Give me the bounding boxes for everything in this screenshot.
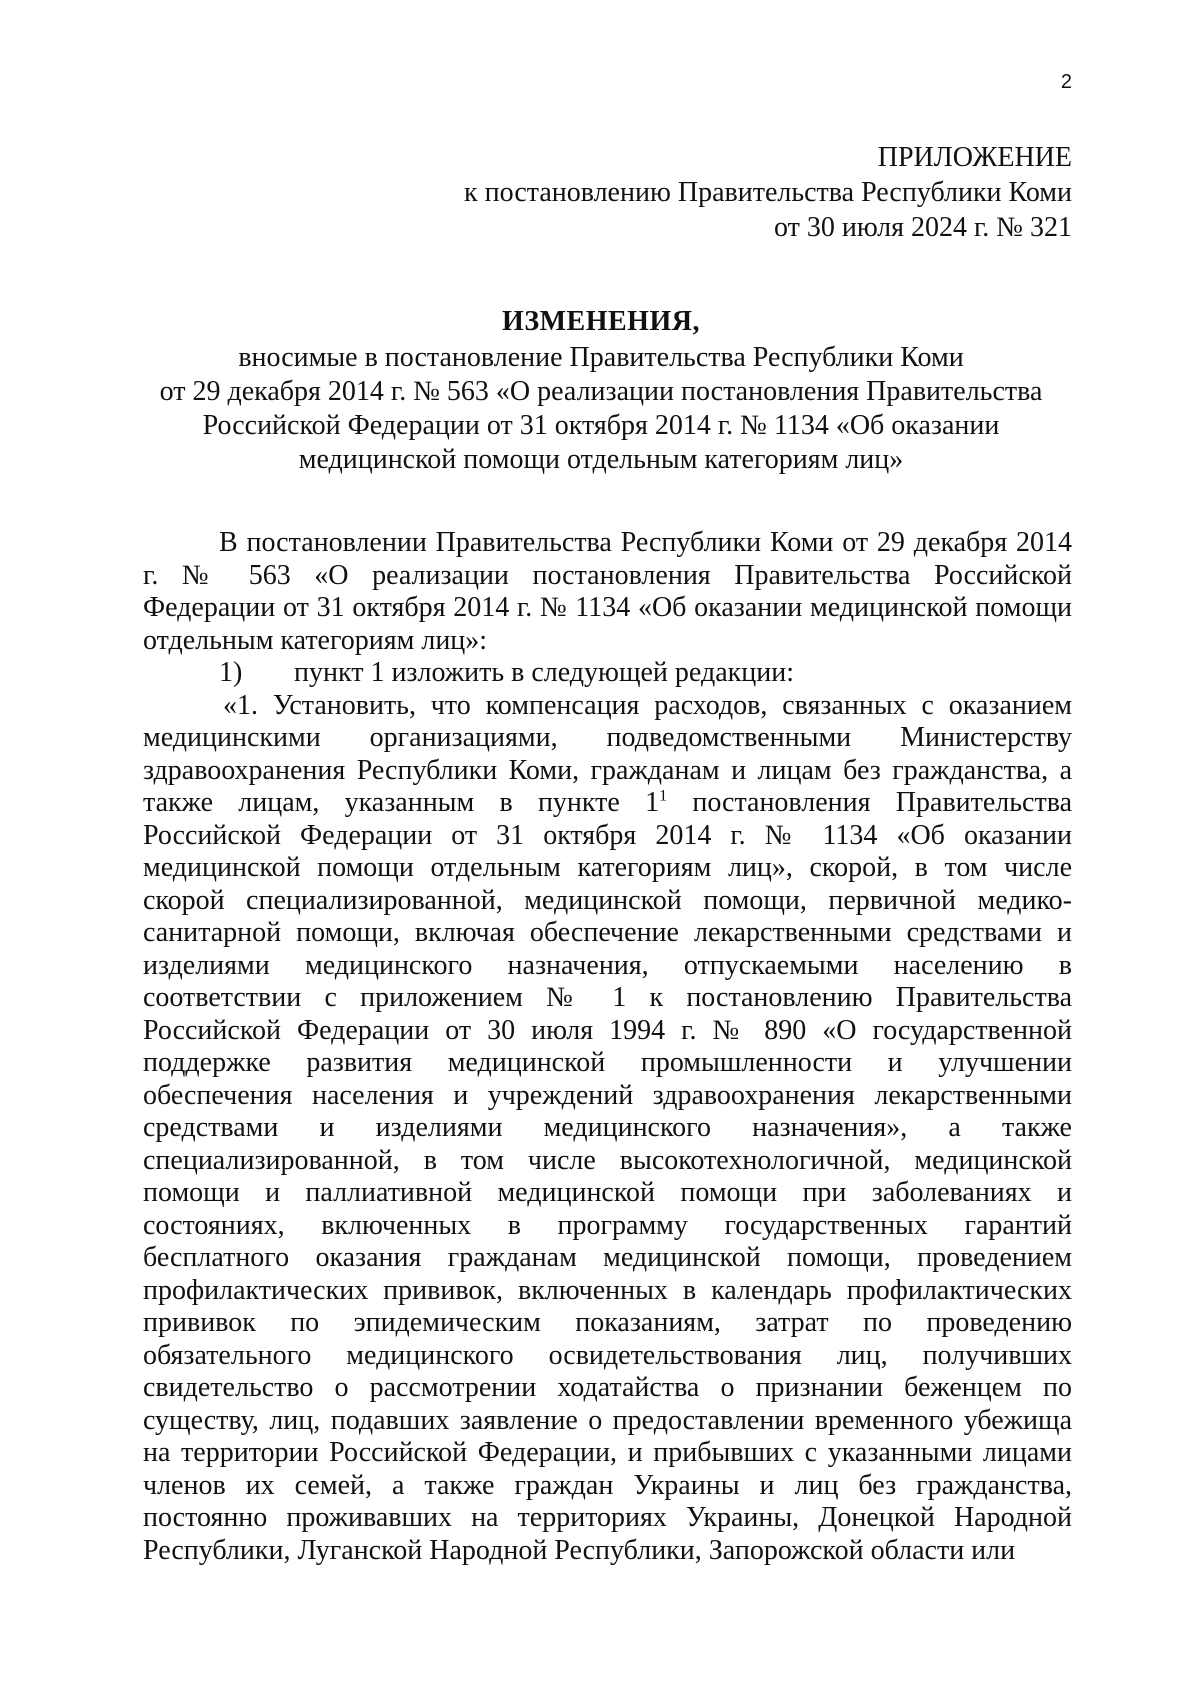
appendix-header [372, 140, 1072, 245]
item-text: пункт 1 изложить в следующей редакции: [294, 657, 794, 688]
title-heading: ИЗМЕНЕНИЯ, [502, 306, 700, 337]
title-line-3: Российской Федерации от 31 октября 2014 г. № 1134 «Об оказании [202, 410, 1000, 441]
list-item-1 [143, 657, 1072, 690]
page-number: 2 [1060, 71, 1072, 93]
quoted-paragraph [143, 690, 1072, 1568]
appendix-date: от 30 июля 2024 г. № 321 [774, 212, 1072, 243]
title-line-2: от 29 декабря 2014 г. № 563 «О реализации постановления Правительства [159, 376, 1043, 407]
title-line-1: вносимые в постановление Правительства Республики Коми [238, 342, 964, 373]
item-number: 1) [219, 657, 243, 688]
intro-paragraph: В постановлении Правительства Республики Коми от 29 декабря 2014 г. № 563 «О реализации постановления Правительства Российской Федерации от 31 октября 2014 г. № 1134 «Об оказании медицинской помощи отдельным категориям лиц»: [143, 527, 1072, 656]
document-title [140, 305, 1062, 477]
appendix-reference: к постановлению Правительства Республики Коми [464, 177, 1072, 208]
appendix-label: ПРИЛОЖЕНИЕ [877, 142, 1072, 173]
title-line-4: медицинской помощи отдельным категориям лиц» [298, 444, 904, 475]
quote-text-part-1: «1. Установить, что компенсация расходов, связанных с оказанием медицинскими организациями, подведомственными Министерству здравоохранения Республики Коми, гражданам и лицам без гражданства, а также лицам, указанным в пункте 1 [143, 689, 1072, 818]
footnote-superscript: 1 [659, 787, 668, 805]
quote-text-part-2: постановления Правительства Российской Федерации от 31 октября 2014 г. № 1134 «Об оказании медицинской помощи отдельным категориям лиц», скорой, в том числе скорой специализированной, медицинской помощи, первичной медико-санитарной помощи, включая обеспечение лекарственными средствами и изделиями медицинского назначения, отпускаемыми населению в соответствии с приложением № 1 к постановлению Правительства Российской Федерации от 30 июля 1994 г. № 890 «О государственной поддержке развития медицинской промышленности и улучшении обеспечения населения и учреждений здравоохранения лекарственными средствами и изделиями медицинского назначения», а также специализированной, в том числе высокотехнологичной, медицинской помощи и паллиативной медицинской помощи при заболеваниях и состояниях, включенных в программу государственных гарантий бесплатного оказания гражданам медицинской помощи, проведением профилактических прививок, включенных в календарь профилактических прививок по эпидемическим показаниям, затрат по проведению обязательного медицинского освидетельствования лиц, получивших свидетельство о рассмотрении ходатайства о признании беженцем по существу, лиц, подавших заявление о предоставлении временного убежища на территории Российской Федерации, и прибывших с указанными лицами членов их семей, а также граждан Украины и лиц без гражданства, постоянно проживавших на территориях Украины, Донецкой Народной Республики, Луганской Народной Республики, Запорожской области или [143, 787, 1072, 1566]
document-body [143, 527, 1072, 1567]
